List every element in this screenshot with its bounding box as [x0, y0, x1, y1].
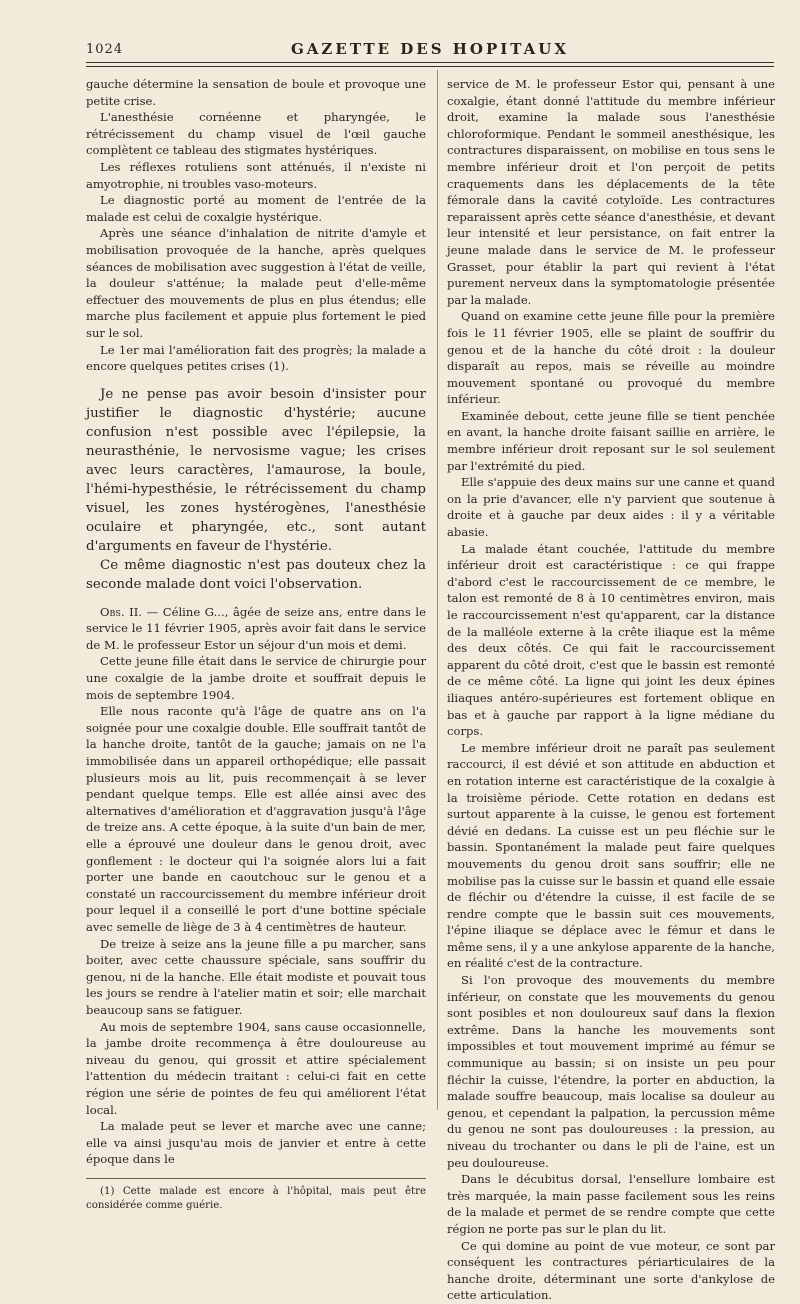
observation-paragraph — [86, 604, 426, 654]
journal-title: GAZETTE DES HOPITAUX — [290, 40, 569, 58]
paragraph: Elle nous raconte qu'à l'âge de quatre ans on l'a soignée pour une coxalgie double. Elle souffrait tantôt de la hanche droite, tantôt de la gauche; jamais on ne l'a immobilisée dans un appareil orthopédique; elle passait plusieurs mois au lit, puis recommençait à se lever pendant quelque temps. Elle est allée ainsi avec des alternatives d'amélioration et d'aggravation jusqu'à l'âge de treize ans. A cette époque, à la suite d'un bain de mer, elle a éprouvé une douleur dans le genou droit, avec gonflement : le docteur qui l'a soignée alors lui a fait porter une bande en caoutchouc sur le genou et a constaté un raccourcissement du membre inférieur droit pour lequel il a conseillé le port d'une bottine spéciale avec semelle de liège de 3 à 4 centimètres de hauteur. — [86, 704, 426, 934]
paragraph: Dans le décubitus dorsal, l'ensellure lombaire est très marquée, la main passe facilement sous les reins de la malade et permet de se rendre compte que cette région ne porte pas sur le plan du lit. — [447, 1172, 775, 1236]
paragraph: Le membre inférieur droit ne paraît pas seulement raccourci, il est dévié et son attitude en abduction et en rotation interne est caractéristique de la coxalgie à la troisième période. Cette rotation en dedans est surtout apparente à la cuisse, le genou est fortement dévié en dedans. La cuisse est un peu fléchie sur le bassin. Spontanément la malade peut faire quelques mouvements du genou droit sans souffrir; elle ne mobilise pas la cuisse sur le bassin et quand elle essaie de fléchir ou d'étendre la cuisse, il est facile de se rendre compte que le bassin suit ces mouvements, l'épine iliaque se déplace avec le fémur et dans le même sens, il y a une ankylose apparente de la hanche, en réalité c'est de la contracture. — [447, 740, 775, 971]
paragraph: Au mois de septembre 1904, sans cause occasionnelle, la jambe droite recommença à être douloureuse au niveau du genou, qui grossit et attire spécialement l'attention du médecin traitant : celui-ci fait en cette région une série de pointes de feu qui améliorent l'état local. — [86, 1019, 426, 1117]
observation-label: Obs. II. — [100, 604, 142, 619]
commentary-paragraph: Ce même diagnostic n'est pas douteux chez la seconde malade dont voici l'observation. — [86, 557, 426, 592]
paragraph: Examinée debout, cette jeune fille se tient penchée en avant, la hanche droite faisant saillie en arrière, le membre inférieur droit reposant sur le sol seulement par l'extrémité du pied. — [447, 408, 775, 473]
paragraph: La malade étant couchée, l'attitude du membre inférieur droit est caractéristique : ce qui frappe d'abord c'est le raccourcissement de ce membre, le talon est remonté de 8 à 10 centimètres environ, mais le raccourcissement n'est qu'apparent, car la distance de la malléole externe à la crête iliaque est la même des deux côtés. Ce qui fait le raccourcissement apparent du côté droit, c'est que le bassin est remonté de ce même côté. La ligne qui joint les deux épines iliaques antéro-supérieures est fortement oblique en bas et à gauche par rapport à la ligne médiane du corps. — [447, 541, 775, 739]
footnote: (1) Cette malade est encore à l'hôpital, mais peut être considérée comme guérie. — [86, 1185, 426, 1211]
paragraph: Si l'on provoque des mouvements du membre inférieur, on constate que les mouvements du genou sont posibles et non douloureux sauf dans la flexion extrême. Dans la hanche les mouvements sont impossibles et tout mouvement imprimé au fémur se communique au bassin; si on insiste un peu pour fléchir la cuisse, l'étendre, la porter en abduction, la malade souffre beaucoup, mais localise sa douleur au genou, et cependant la palpation, la percussion même du genou ne sont pas douloureuses : la pression, au niveau du trochanter ou dans le pli de l'aine, est un peu douloureuse. — [447, 973, 775, 1170]
paragraph: gauche détermine la sensation de boule et provoque une petite crise. — [86, 77, 426, 108]
paragraph: Après une séance d'inhalation de nitrite d'amyle et mobilisation provoquée de la hanche, après quelques séances de mobilisation avec suggestion à l'état de veille, la douleur s'atténue; la malade peut d'elle-même effectuer des mouvements de plus en plus étendus; elle marche plus facilement et appuie plus fortement le pied sur le sol. — [86, 226, 426, 340]
paragraph: Quand on examine cette jeune fille pour la première fois le 11 février 1905, elle se plaint de souffrir du genou et de la hanche du côté droit : la douleur disparaît au repos, mais se réveille au moindre mouvement spontané ou provoqué du membre inférieur. — [447, 309, 775, 407]
paragraph: Ce qui domine au point de vue moteur, ce sont par conséquent les contractures périarticulaires de la hanche droite, déterminant une sorte d'ankylose de cette articulation. — [447, 1238, 775, 1303]
right-column — [447, 76, 775, 1304]
paragraph: Le 1er mai l'amélioration fait des progrès; la malade a encore quelques petites crises (1). — [86, 342, 426, 374]
paragraph: Le diagnostic porté au moment de l'entrée de la malade est celui de coxalgie hystérique. — [86, 193, 426, 224]
paragraph: service de M. le professeur Estor qui, pensant à une coxalgie, étant donné l'attitude du membre inférieur droit, examine la malade sous l'anesthésie chloroformique. Pendant le sommeil anesthésique, les contractures disparaissent, on mobilise en tous sens le membre inférieur droit et l'on perçoit de petits craquements dans les déplacements de la tête fémorale dans la cavité cotyloïde. Les contractures reparaissent après cette séance d'anesthésie, et devant leur intensité et leur persistance, on fait entrer la jeune malade dans le service de M. le professeur Grasset, pour établir la part qui revient à l'état purement nerveux dans la symptomatologie présentée par la malade. — [447, 77, 775, 307]
paragraph: Les réflexes rotuliens sont atténués, il n'existe ni amyotrophie, ni troubles vaso-moteurs. — [86, 159, 426, 191]
column-divider — [437, 70, 438, 1110]
header-rule-thin — [86, 66, 774, 67]
page-header — [86, 40, 774, 64]
paragraph: L'anesthésie cornéenne et pharyngée, le rétrécissement du champ visuel de l'œil gauche complètent ce tableau des stigmates hystériques. — [86, 110, 426, 158]
header-rule — [86, 62, 774, 63]
left-column — [86, 76, 426, 1213]
paragraph: La malade peut se lever et marche avec une canne; elle va ainsi jusqu'au mois de janvier et entre à cette époque dans le — [86, 1119, 426, 1167]
footnote-rule — [86, 1178, 426, 1179]
page-number: 1024 — [86, 42, 124, 57]
commentary-paragraph: Je ne pense pas avoir besoin d'insister pour justifier le diagnostic d'hystérie; aucune confusion n'est possible avec l'épilepsie, la neurasthénie, le nervosisme vague; les crises avec leurs caractères, l'amaurose, la boule, l'hémi-hypesthésie, le rétrécissement du champ visuel, les zones hystérogènes, l'anesthésie oculaire et pharyngée, etc., sont autant d'arguments en faveur de l'hystérie. — [86, 386, 426, 554]
observation-intro: — Céline G..., âgée de seize ans, entre dans le service le 11 février 1905, après avoir fait dans le service de M. le professeur Estor un séjour d'un mois et demi. — [86, 604, 426, 652]
paragraph: Elle s'appuie des deux mains sur une canne et quand on la prie d'avancer, elle n'y parvient que soutenue à droite et à gauche par deux aides : il y a véritable abasie. — [447, 475, 775, 540]
paragraph: Cette jeune fille était dans le service de chirurgie pour une coxalgie de la jambe droite et souffrait depuis le mois de septembre 1904. — [86, 654, 426, 702]
paragraph: De treize à seize ans la jeune fille a pu marcher, sans boiter, avec cette chaussure spéciale, sans souffrir du genou, ni de la hanche. Elle était modiste et pouvait tous les jours se rendre à l'atelier matin et soir; elle marchait beaucoup sans se fatiguer. — [86, 936, 426, 1017]
